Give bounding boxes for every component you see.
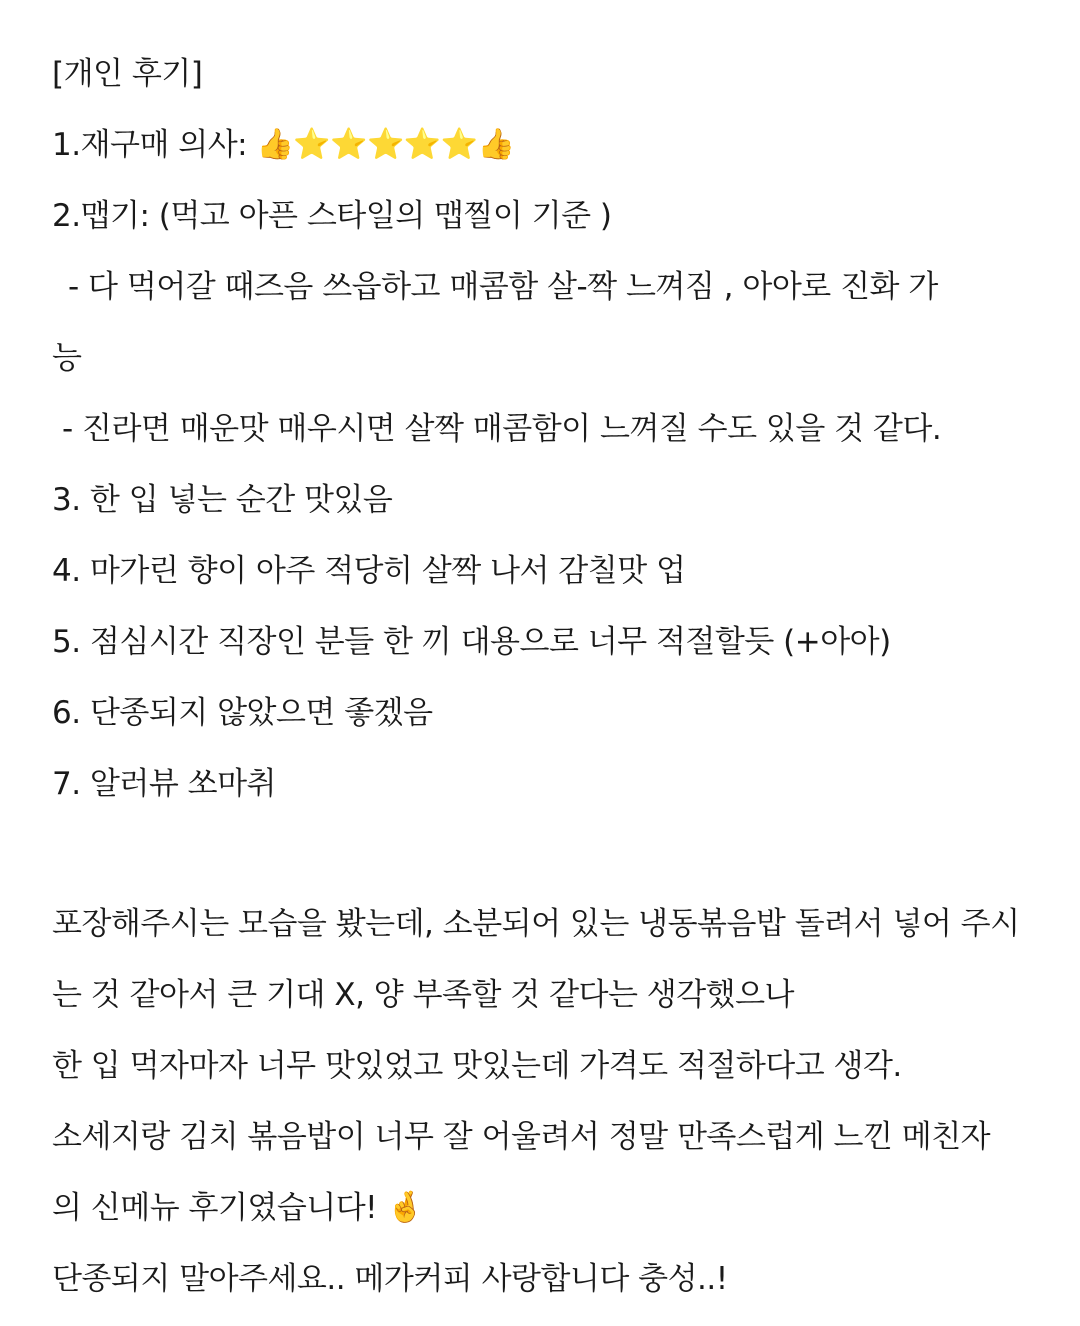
- repurchase-line: [52, 121, 1040, 169]
- crossed-fingers-icon: 🤞: [386, 1190, 424, 1225]
- thumbs-up-icon: 👍: [256, 127, 294, 162]
- review-heading: [개인 후기]: [52, 56, 203, 92]
- body-paragraph-3-line-2: 의 신메뉴 후기였습니다! 🤞: [52, 1184, 1040, 1232]
- review-item-7: 7. 알러뷰 쏘마취: [52, 766, 276, 802]
- spicy-note-2: - 진라면 매운맛 매우시면 살짝 매콤함이 느껴질 수도 있을 것 같다.: [62, 411, 942, 447]
- spicy-line: 2.맵기: (먹고 아픈 스타일의 맵찔이 기준 ): [52, 198, 612, 234]
- spicy-note-1: - 다 먹어갈 때즈음 쓰읍하고 매콤함 살-짝 느껴짐 , 아아로 진화 가: [68, 269, 938, 305]
- body-paragraph-1-line-1: 포장해주시는 모습을 봤는데, 소분되어 있는 냉동볶음밥 돌려서 넣어 주시: [52, 906, 1020, 942]
- body-paragraph-4: 단종되지 말아주세요.. 메가커피 사랑합니다 충성..!: [52, 1261, 728, 1297]
- review-item-6: 6. 단종되지 않았으면 좋겠음: [52, 695, 433, 731]
- body-paragraph-3-line-1: 소세지랑 김치 볶음밥이 너무 잘 어울려서 정말 만족스럽게 느낀 메친자: [52, 1119, 991, 1155]
- star-rating-icon: ⭐⭐⭐⭐⭐: [293, 127, 478, 162]
- thumbs-up-icon: 👍: [477, 127, 515, 162]
- body-paragraph-1-line-2: 는 것 같아서 큰 기대 X, 양 부족할 것 같다는 생각했으나: [52, 977, 794, 1013]
- spicy-note-1-wrap: 능: [52, 340, 82, 376]
- review-item-3: 3. 한 입 넣는 순간 맛있음: [52, 482, 393, 518]
- review-item-5: 5. 점심시간 직장인 분들 한 끼 대용으로 너무 적절할듯 (+아아): [52, 624, 891, 660]
- repurchase-label: 1.재구매 의사:: [52, 127, 257, 163]
- review-item-4: 4. 마가린 향이 아주 적당히 살짝 나서 감칠맛 업: [52, 553, 686, 589]
- body-paragraph-2: 한 입 먹자마자 너무 맛있었고 맛있는데 가격도 적절하다고 생각.: [52, 1048, 902, 1084]
